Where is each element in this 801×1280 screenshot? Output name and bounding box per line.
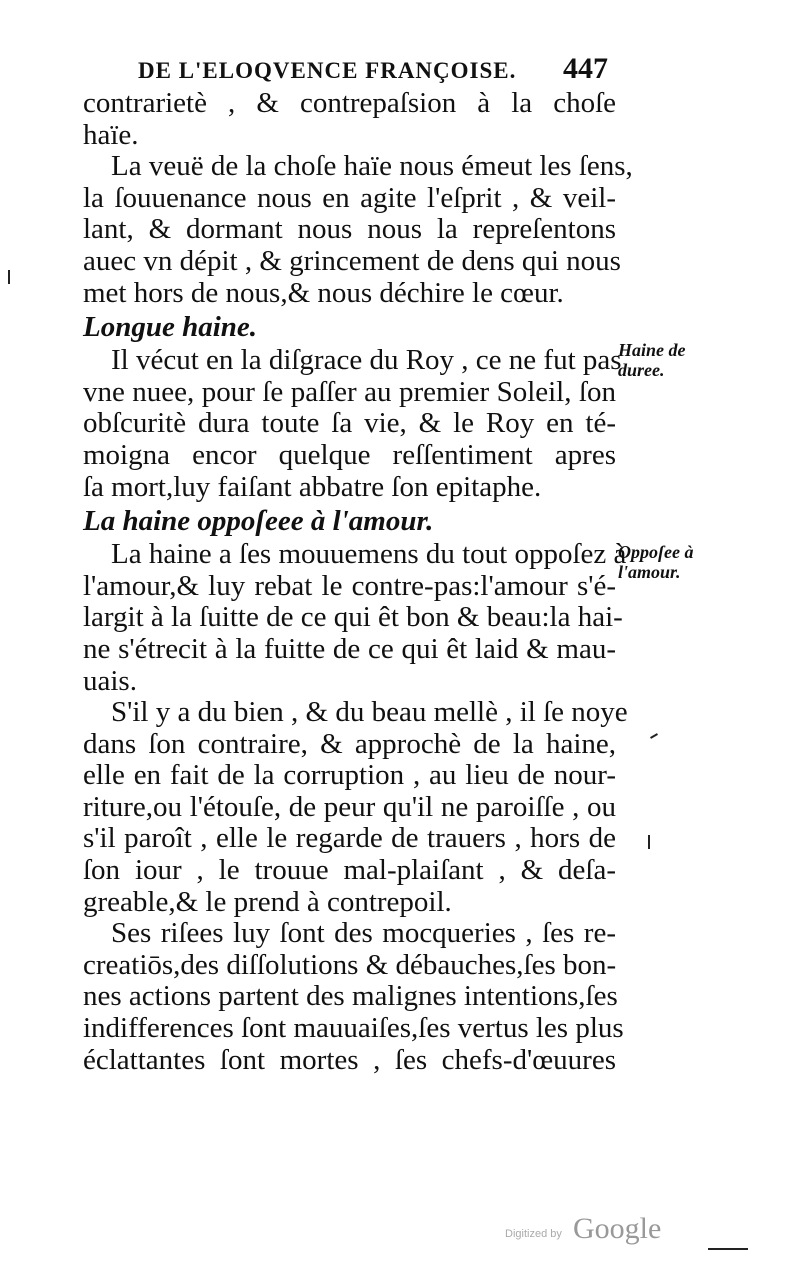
text-line: haïe. <box>83 118 139 151</box>
text-line: la ſouuenance nous en agite l'eſprit , & veil- <box>83 181 616 214</box>
text-line: S'il y a du bien , & du beau mellè , il ſe noye <box>111 696 628 729</box>
text-line: indifferences ſont mauuaiſes,ſes vertus les plus <box>83 1012 624 1045</box>
text-line: La haine a ſes mouuemens du tout oppoſez à <box>111 538 627 571</box>
text-line: Il vécut en la diſgrace du Roy , ce ne fut pas <box>111 344 622 377</box>
running-title: DE L'ELOQVENCE FRANÇOISE. <box>138 58 517 83</box>
text-line: moigna encor quelque reſſentiment apres <box>83 438 616 471</box>
google-logo-text: Google <box>573 1212 662 1245</box>
scan-speck <box>650 733 658 739</box>
text-line: Ses riſees luy ſont des mocqueries , ſes re- <box>111 917 616 950</box>
text-line: ſa mort,luy faiſant abbatre ſon epitaphe. <box>83 470 542 503</box>
text-line: La veuë de la choſe haïe nous émeut les ſens, <box>111 150 633 183</box>
text-line: ne s'étrecit à la fuitte de ce qui êt laid & mau- <box>83 632 616 665</box>
margin-note-opposee-a-lamour <box>618 542 693 582</box>
text-line: ſon iour , le trouue mal-plaiſant , & deſa- <box>83 854 616 887</box>
digitization-watermark <box>505 1212 705 1252</box>
page-header <box>138 52 618 92</box>
margin-note-line: Haine de <box>618 340 686 360</box>
text-line: largit à la ſuitte de ce qui êt bon & beau:la hai- <box>83 601 623 634</box>
text-line: l'amour,& luy rebat le contre-pas:l'amour s'é- <box>83 569 616 602</box>
text-line: s'il paroît , elle le regarde de trauers , hors de <box>83 822 616 855</box>
text-line: obſcuritè dura toute ſa vie, & le Roy en té- <box>83 407 616 440</box>
margin-note-line: Oppoſee à <box>618 542 694 562</box>
margin-note-line: l'amour. <box>618 562 681 582</box>
text-line: dans ſon contraire, & approchè de la haine, <box>83 727 616 760</box>
text-line: riture,ou l'étouſe, de peur qu'il ne paroiſſe , ou <box>83 790 616 823</box>
margin-note-haine-de-duree <box>618 340 686 380</box>
digitized-by-text: Digitized by <box>505 1228 562 1240</box>
text-line: vne nuee, pour ſe paſſer au premier Soleil, ſon <box>83 375 616 408</box>
text-line: lant, & dormant nous nous la repreſentons <box>83 213 616 246</box>
section-heading-haine-opposee: La haine oppoſeee à l'amour. <box>83 505 434 538</box>
scan-speck <box>8 270 10 284</box>
text-line: contrarietè , & contrepaſsion à la choſe <box>83 87 616 119</box>
section-heading-longue-haine: Longue haine. <box>83 311 258 344</box>
text-line: elle en fait de la corruption , au lieu de nour- <box>83 759 616 792</box>
page-number: 447 <box>563 52 608 85</box>
text-line: auec vn dépit , & grincement de dens qui nous <box>83 244 621 277</box>
text-line: greable,& le prend à contrepoil. <box>83 885 452 918</box>
scan-speck <box>708 1248 748 1250</box>
scan-speck <box>648 835 650 849</box>
text-line: creatiōs,des diſſolutions & débauches,ſes bon- <box>83 948 617 981</box>
text-line: nes actions partent des malignes intentions,ſes <box>83 980 618 1013</box>
text-line: met hors de nous,& nous déchire le cœur. <box>83 276 564 309</box>
text-line: uais. <box>83 664 137 697</box>
body-text <box>83 87 633 1076</box>
margin-note-line: duree. <box>618 360 665 380</box>
text-line: éclattantes ſont mortes , ſes chefs-d'œuures <box>83 1043 616 1076</box>
